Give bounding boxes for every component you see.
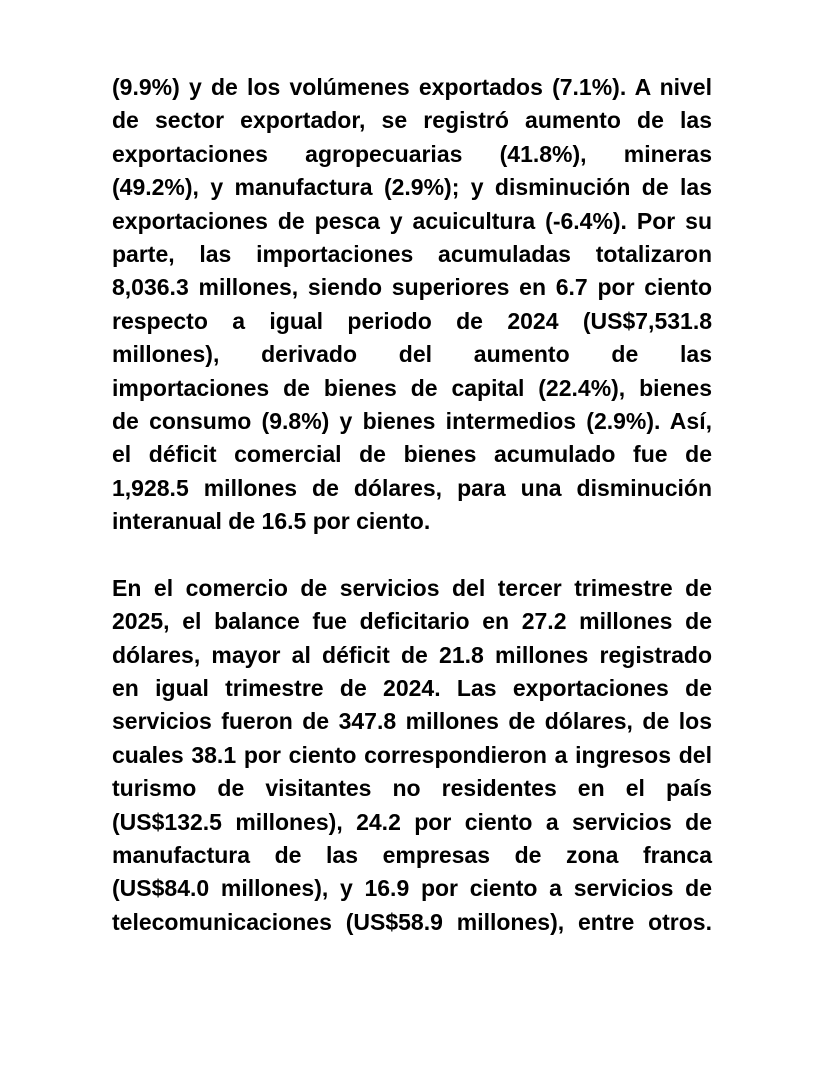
paragraph-goods-trade [112,71,712,538]
text-line: de sector exportador, se registró aumento de las [112,107,712,134]
text-line: telecomunicaciones (US$58.9 millones), entre otros. [112,908,712,935]
text-line: el déficit comercial de bienes acumulado fue de [112,441,712,468]
text-line: en igual trimestre de 2024. Las exportaciones de [112,675,712,702]
text-line: 1,928.5 millones de dólares, para una disminución [112,474,712,501]
text-line: de consumo (9.8%) y bienes intermedios (2.9%). Así, [112,407,712,434]
text-line: En el comercio de servicios del tercer trimestre de [112,574,712,601]
text-line: importaciones de bienes de capital (22.4%), bienes [112,374,712,401]
text-line: turismo de visitantes no residentes en el país [112,775,712,802]
text-line: (US$132.5 millones), 24.2 por ciento a servicios de [112,808,712,835]
text-line: servicios fueron de 347.8 millones de dólares, de los [112,708,712,735]
text-line: (US$84.0 millones), y 16.9 por ciento a servicios de [112,875,712,902]
text-block [112,71,712,939]
text-line: exportaciones agropecuarias (41.8%), mineras [112,140,712,167]
text-line: parte, las importaciones acumuladas totalizaron [112,240,712,267]
text-line: (49.2%), y manufactura (2.9%); y disminución de las [112,174,712,201]
text-line: (9.9%) y de los volúmenes exportados (7.1%). A nivel [112,74,712,100]
text-line: interanual de 16.5 por ciento. [112,508,431,535]
text-line: 2025, el balance fue deficitario en 27.2 millones de [112,608,712,635]
text-line: exportaciones de pesca y acuicultura (-6.4%). Por su [112,207,712,234]
text-line: dólares, mayor al déficit de 21.8 millones registrado [112,641,712,668]
paragraph-services-trade [112,572,712,939]
text-line: 8,036.3 millones, siendo superiores en 6.7 por ciento [112,274,712,301]
text-line: manufactura de las empresas de zona franca [112,841,712,868]
text-line: respecto a igual periodo de 2024 (US$7,531.8 [112,307,712,334]
text-line: cuales 38.1 por ciento correspondieron a ingresos del [112,741,712,768]
text-line: millones), derivado del aumento de las [112,341,712,368]
